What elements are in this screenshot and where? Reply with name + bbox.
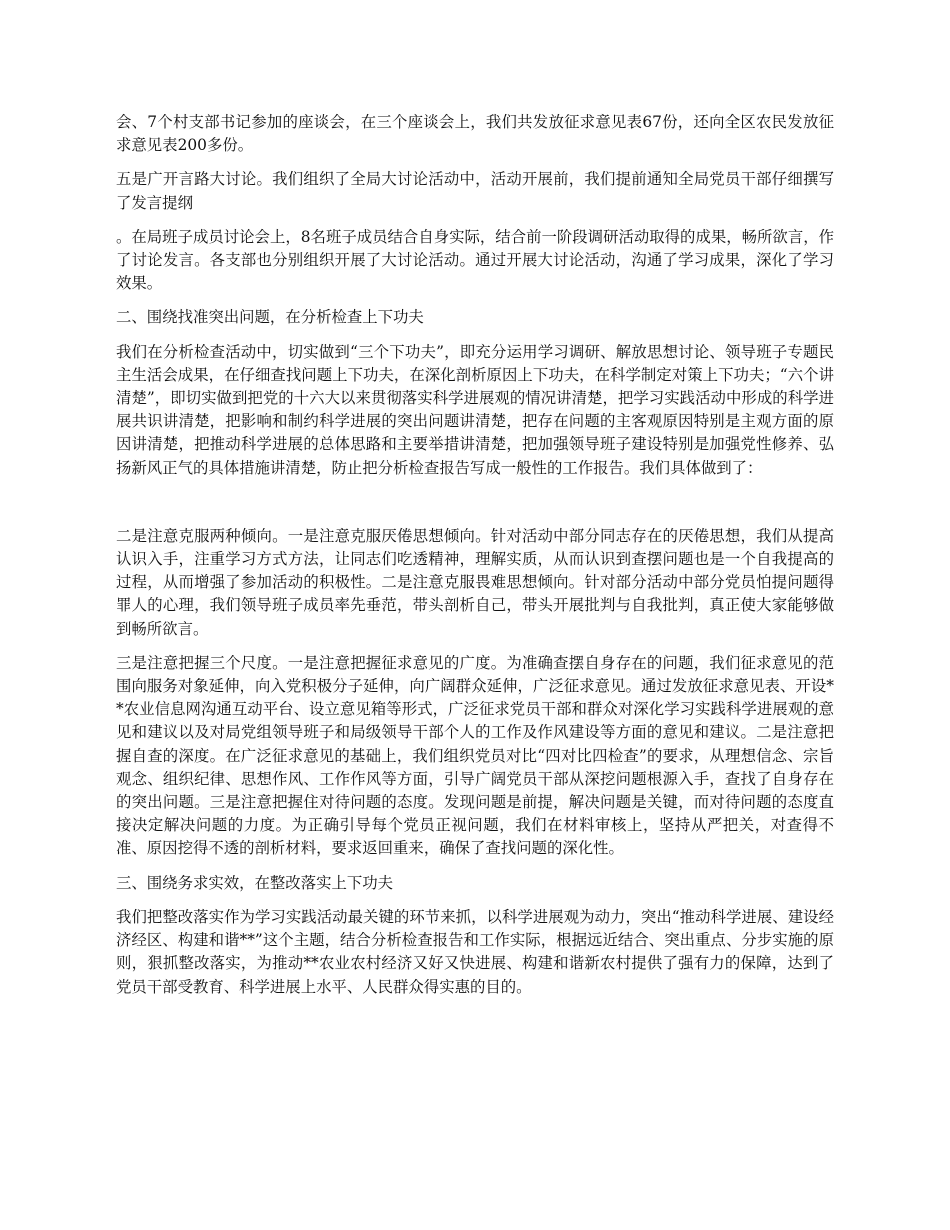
section-heading-rectification: 三、围绕务求实效，在整改落实上下功夫 <box>116 873 394 892</box>
paragraph-continuation: 会、7个村支部书记参加的座谈会，在三个座谈会上，我们共发放征求意见表67份，还向全区农民发放征求意见表200多份。 <box>116 113 834 155</box>
paragraph-rectification: 我们把整改落实作为学习实践活动最关键的环节来抓，以科学进展观为动力，突出“推动科学进展、建设经济经区、构建和谐**”这个主题，结合分析检查报告和工作实际，根据远近结合、突出重点、分步实施的原则，狠抓整改落实，为推动**农业农村经济又好又快进展、构建和谐新农村提供了强有力的保障，达到了党员干部受教育、科学进展上水平、人民群众得实惠的目的。 <box>116 907 834 996</box>
blank-gap <box>116 491 834 525</box>
paragraph-three-measures: 三是注意把握三个尺度。一是注意把握征求意见的广度。为准确查摆自身存在的问题，我们征求意见的范围向服务对象延伸，向入党积极分子延伸，向广阔群众延伸，广泛征求意见。通过发放征求意见表、开设**农业信息网沟通互动平台、设立意见箱等形式，广泛征求党员干部和群众对深化学习实践科学进展观的意见和建议以及对局党组领导班子和局级领导干部个人的工作及作风建设等方面的意见和建议。二是注意把握自查的深度。在广泛征求意见的基础上，我们组织党员对比“四对比四检查”的要求，从理想信念、宗旨观念、组织纪律、思想作风、工作作风等方面，引导广阔党员干部从深挖问题根源入手，查找了自身存在的突出问题。三是注意把握住对待问题的态度。发现问题是前提，解决问题是关键，而对待问题的态度直接决定解决问题的力度。为正确引导每个党员正视问题，我们在材料审核上，坚持从严把关，对查得不准、原因挖得不透的剖析材料，要求返回重来，确保了查找问题的深化性。 <box>116 653 834 858</box>
section-heading-analysis: 二、围绕找准突出问题，在分析检查上下功夫 <box>116 308 424 327</box>
paragraph-open-discussion: 五是广开言路大讨论。我们组织了全局大讨论活动中，活动开展前，我们提前通知全局党员干部仔细撰写了发言提纲 <box>116 170 834 212</box>
paragraph-two-tendencies: 二是注意克服两种倾向。一是注意克服厌倦思想倾向。针对活动中部分同志存在的厌倦思想，我们从提高认识入手，注重学习方式方法，让同志们吃透精神，理解实质，从而认识到查摆问题也是一个自我提高的过程，从而增强了参加活动的积极性。二是注意克服畏难思想倾向。针对部分活动中部分党员怕提问题得罪人的心理，我们领导班子成员率先垂范，带头剖析自己，带头开展批判与自我批判，真正使大家能够做到畅所欲言。 <box>116 526 834 638</box>
paragraph-discussion-meeting: 。在局班子成员讨论会上，8名班子成员结合自身实际，结合前一阶段调研活动取得的成果，畅所欲言，作了讨论发言。各支部也分别组织开展了大讨论活动。通过开展大讨论活动，沟通了学习成果，深化了学习效果。 <box>116 227 834 293</box>
paragraph-analysis: 我们在分析检查活动中，切实做到“三个下功夫”，即充分运用学习调研、解放思想讨论、领导班子专题民主生活会成果，在仔细查找问题上下功夫，在深化剖析原因上下功夫，在科学制定对策上下功夫；“六个讲清楚”，即切实做到把党的十六大以来贯彻落实科学进展观的情况讲清楚，把学习实践活动中形成的科学进展共识讲清楚，把影响和制约科学进展的突出问题讲清楚，把存在问题的主客观原因特别是主观方面的原因讲清楚，把推动科学进展的总体思路和主要举措讲清楚，把加强领导班子建设特别是加强党性修养、弘扬新风正气的具体措施讲清楚，防止把分析检查报告写成一般性的工作报告。我们具体做到了： <box>116 342 834 477</box>
